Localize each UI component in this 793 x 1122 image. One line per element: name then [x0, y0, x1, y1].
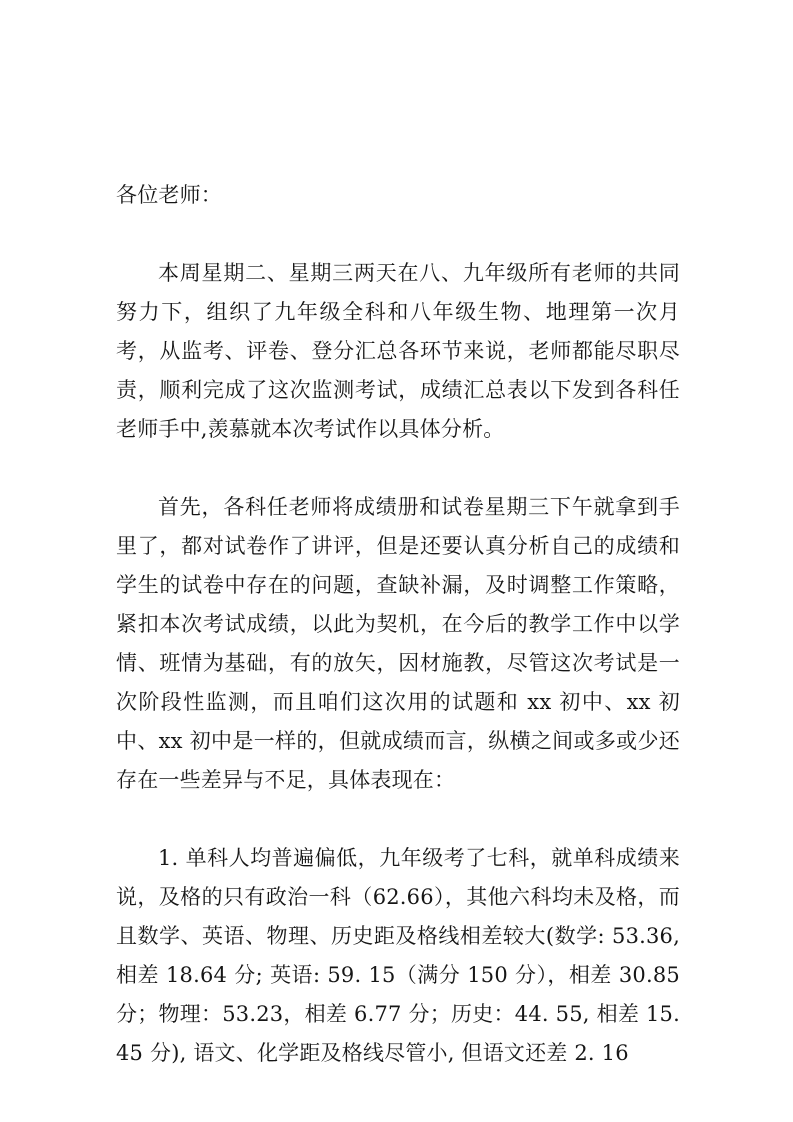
paragraph-exam-organization: 本周星期二、星期三两天在八、九年级所有老师的共同努力下，组织了九年级全科和八年级生物、地理第一次月考，从监考、评卷、登分汇总各环节来说，老师都能尽职尽责，顺利完成了这次监测考试，成绩汇总表以下发到各科任老师手中,羡慕就本次考试作以具体分析。: [116, 261, 680, 441]
salutation-line: 各位老师：: [116, 183, 222, 207]
paragraph-first-analysis: 首先，各科任老师将成绩册和试卷星期三下午就拿到手里了，都对试卷作了讲评，但是还要认真分析自己的成绩和学生的试卷中存在的问题，查缺补漏，及时调整工作策略，紧扣本次考试成绩，以此为契机，在今后的教学工作中以学情、班情为基础，有的放矢，因材施教，尽管这次考试是一次阶段性监测，而且咱们这次用的试题和 xx 初中、xx 初中、xx 初中是一样的，但就成绩而言，纵横之间或多或少还存在一些差异与不足，具体表现在：: [116, 495, 680, 792]
paragraph-item-1-subject-averages: 1. 单科人均普遍偏低，九年级考了七科，就单科成绩来说，及格的只有政治一科（62.66），其他六科均未及格，而且数学、英语、物理、历史距及格线相差较大(数学: 53.36, 相差 18.64 分; 英语: 59. 15（满分 150 分），相差 30.85 分；物理：53.23，相差 6.77 分；历史：44. 55, 相差 15. 45 分), 语文、化学距及格线尽管小, 但语文还差 2. 16: [116, 846, 680, 1065]
document-body: [116, 176, 680, 1073]
